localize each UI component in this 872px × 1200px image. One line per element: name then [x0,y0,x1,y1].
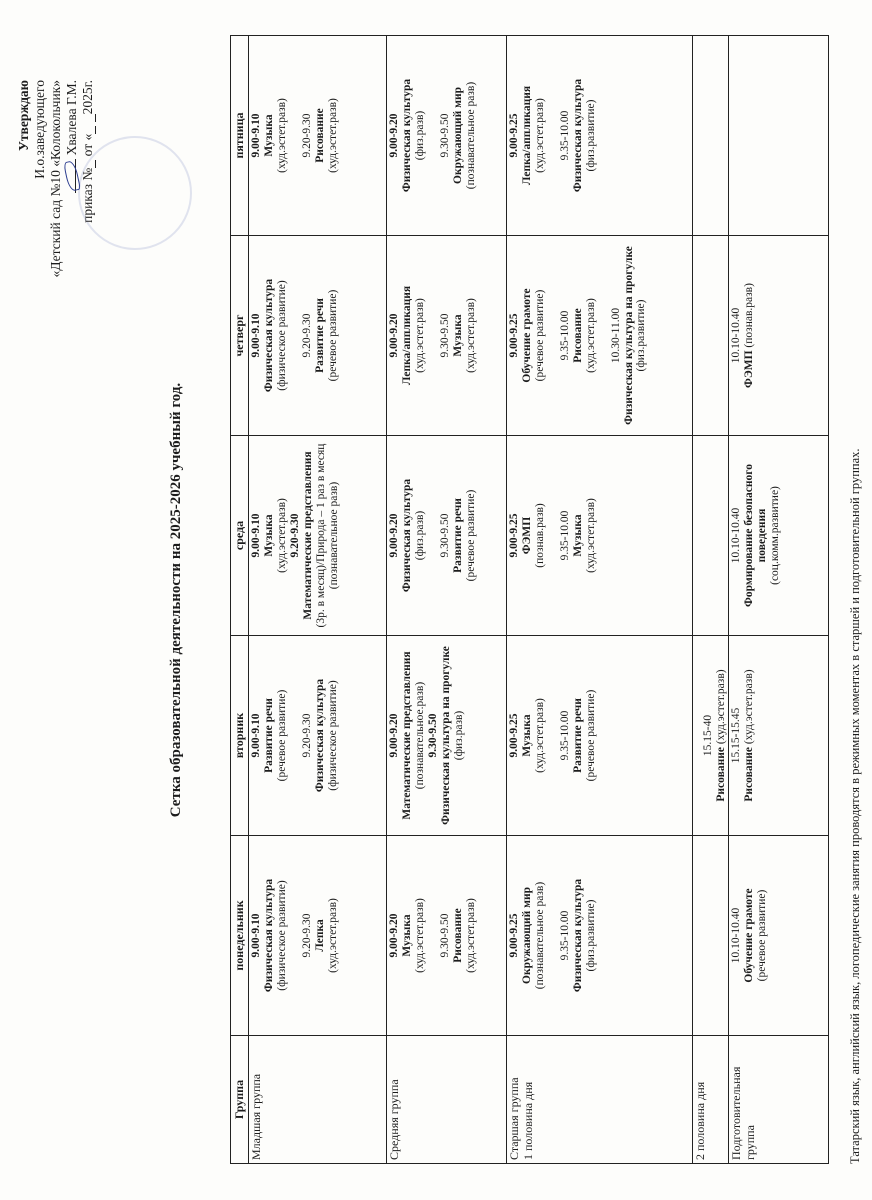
area: (худ.эстет.разв) [584,498,597,573]
area: (соц.комм.развитие) [769,486,782,585]
approval-position: И.о.заведующего [31,80,47,179]
approval-organization: «Детский сад №10 «Колокольчик» [47,80,63,278]
order-day [81,126,96,134]
cell-senior-thu [507,236,693,436]
area: (физ.разв) [452,710,465,761]
time: 9.00-9.25 [508,713,521,758]
activity: Музыка [571,514,584,557]
time: 9.00-9.25 [508,913,521,958]
time: 9.00-9.10 [250,713,263,758]
area: (худ.эстет.разв) [414,298,427,373]
time: 9.00-9.20 [388,313,401,358]
area: (худ.эстет.разв) [534,98,547,173]
time: 9.00-9.25 [508,513,521,558]
area: (физ.развитие) [584,99,597,172]
activity: Лепка [313,919,326,952]
table-row-second-half [693,36,729,1164]
cell-second-half-mon [693,836,729,1036]
activity: ФЭМП [743,350,756,388]
cell-prep-mon [729,836,829,1036]
area: (познавательное.разв) [414,681,427,790]
activity: Развитие речи [571,698,584,773]
cell-junior-fri [249,36,387,236]
cell-senior-mon [507,836,693,1036]
group-junior: Младшая группа [249,1036,387,1164]
time: 9.20-9.30 [301,113,314,158]
cell-junior-wed [249,436,387,636]
area: (физическое развитие) [326,680,339,791]
cell-second-half-wed [693,436,729,636]
area: (речевое развитие) [756,889,769,982]
group-senior-label: Старшая группа [507,1077,522,1160]
footnote: Татарский язык, английский язык, логопедические занятия проводятся в режимных моментах в старшей и подготовительной группах. [848,448,862,1164]
activity: Музыка [401,914,414,957]
order-month [81,114,96,122]
order-year: 2025г. [79,80,95,115]
time: 9.20-9.30 [301,913,314,958]
cell-middle-thu [387,236,507,436]
approval-label: Утверждаю [16,80,31,152]
table-row-junior [249,36,387,1164]
activity: Музыка [451,314,464,357]
activity: Физическая культура [263,278,276,393]
area: (физическое развитие) [276,280,289,391]
cell-junior-mon [249,836,387,1036]
time: 9.00-9.20 [388,513,401,558]
time: 9.30-9.50 [439,113,452,158]
group-prep: Подготовительная группа [729,1036,829,1164]
cell-middle-fri [387,36,507,236]
time: 10.10-10.40 [730,507,743,564]
time: 9.20-9.30 [289,513,302,558]
time: 9.30-9.50 [439,513,452,558]
cell-prep-fri [729,36,829,236]
area: (худ.эстет.разв) [464,898,477,973]
order-prefix: приказ № [79,167,95,223]
activity: Развитие речи [451,498,464,573]
area: (физ.разв) [414,510,427,561]
table-row-prep [729,36,829,1164]
area: (познавательное разв) [534,881,547,990]
signature-mark [75,159,76,193]
cell-senior-tue [507,636,693,836]
time: 9.35-10.00 [559,510,572,561]
document-title: Сетка образовательной деятельности на 2025-2026 учебный год. [168,382,184,818]
cell-prep-tue [729,636,829,836]
activity: Формирование безопасного поведения [743,464,769,607]
area: (худ.эстет.разв) [584,298,597,373]
area: (худ.эстет.разв) [464,298,477,373]
cell-second-half-tue [693,636,729,836]
order-number [81,160,96,168]
area: (худ.эстет.разв) [326,898,339,973]
time: 9.00-9.10 [250,113,263,158]
area: (речевое развитие) [534,289,547,382]
header-tuesday: вторник [231,636,249,836]
activity: Лепка/аппликация [521,85,534,186]
cell-middle-tue [387,636,507,836]
activity: Развитие речи [263,698,276,773]
activity: Рисование [714,747,727,802]
time: 10.30-11.00 [609,307,622,364]
activity: Рисование [571,308,584,363]
area: (худ.эстет.разв) [714,669,727,745]
time: 9.00-9.25 [508,113,521,158]
group-second-half: 2 половина дня [693,1036,729,1164]
group-middle: Средняя группа [387,1036,507,1164]
header-monday: понедельник [231,836,249,1036]
time: 9.00-9.25 [508,313,521,358]
area: (физическое развитие) [276,880,289,991]
activity: Музыка [263,514,276,557]
cell-prep-thu [729,236,829,436]
area: (речевое развитие) [584,689,597,782]
area: (познав.разв) [534,503,547,568]
area: (речевое развитие) [464,489,477,582]
activity: Физическая культура [401,78,414,193]
approval-name: Хвалева Г.М. [63,80,79,156]
activity: Обучение грамоте [743,888,756,983]
area: (речевое развитие) [326,289,339,382]
time: 10.10-10.40 [730,907,743,964]
cell-second-half-fri [693,36,729,236]
activity: Окружающий мир [521,887,534,984]
header-group: Группа [231,1036,249,1164]
time: 9.30-9.50 [439,913,452,958]
activity: Рисование [743,747,756,802]
area: (худ.эстет.разв) [326,98,339,173]
area: (речевое развитие) [276,689,289,782]
area: (худ.эстет.разв) [276,498,289,573]
time: 9.20-9.30 [301,713,314,758]
time: 9.30-9.50 [427,713,440,758]
area: (худ.эстет.разв) [276,98,289,173]
time: 9.00-9.20 [388,713,401,758]
time: 9.35-10.00 [559,910,572,961]
activity: Физическая культура на прогулке [622,246,635,425]
cell-middle-wed [387,436,507,636]
cell-second-half-thu [693,236,729,436]
cell-senior-wed [507,436,693,636]
header-friday: пятница [231,36,249,236]
time: 9.00-9.20 [388,913,401,958]
time: 9.35-10.00 [559,710,572,761]
activity: Обучение грамоте [521,288,534,383]
activity: Физическая культура [571,78,584,193]
area: (худ.эстет.разв) [534,698,547,773]
area: (худ.эстет.разв) [743,669,756,745]
activity: Окружающий мир [451,87,464,184]
activity: Рисование [313,108,326,163]
cell-middle-mon [387,836,507,1036]
time: 9.00-9.10 [250,313,263,358]
group-senior [507,1036,693,1164]
approval-block [16,80,96,277]
table-row-middle [387,36,507,1164]
activity: Физическая культура [571,878,584,993]
order-from: от « [79,133,95,157]
activity: Рисование [451,908,464,963]
approval-signature-line [64,80,80,277]
activity: Математические представления [401,651,414,820]
cell-junior-thu [249,236,387,436]
time: 9.30-9.50 [439,313,452,358]
time: 9.00-9.10 [250,913,263,958]
time: 10.10-10.40 [730,307,743,364]
time: 15.15-15.45 [730,707,743,764]
activity: ФЭМП [521,516,534,555]
time: 9.00-9.20 [388,113,401,158]
area: (худ.эстет.разв) [414,898,427,973]
cell-prep-wed [729,436,829,636]
area: (физ.развитие) [584,899,597,972]
activity: Физическая культура на прогулке [439,646,452,825]
activity: Лепка/аппликация [401,285,414,386]
time: 9.35-10.00 [559,310,572,361]
table-row-senior [507,36,693,1164]
activity: Физическая культура [401,478,414,593]
cell-senior-fri [507,36,693,236]
schedule-table [230,35,829,1164]
time: 9.20-9.30 [301,313,314,358]
area: (познав.разв) [743,283,756,348]
approval-order-line [80,80,96,277]
header-wednesday: среда [231,436,249,636]
activity: Музыка [263,114,276,157]
area: (физ.разв) [414,110,427,161]
activity: Физическая культура [313,678,326,793]
group-senior-half: 1 половина дня [520,1081,535,1160]
time: 9.35-10.00 [559,110,572,161]
header-row [231,36,249,1164]
activity: Математические представления [301,451,314,620]
activity: Развитие речи [313,298,326,373]
cell-junior-tue [249,636,387,836]
activity: Физическая культура [263,878,276,993]
time: 9.00-9.10 [250,513,263,558]
area: (3р. в месяц)/Природа – 1 раз в месяц (познавательное разв) [314,443,340,628]
header-thursday: четверг [231,236,249,436]
area: (познавательное разв) [464,81,477,190]
area: (физ.развитие) [635,299,648,372]
time: 15.15-40 [701,714,714,757]
activity: Музыка [521,714,534,757]
